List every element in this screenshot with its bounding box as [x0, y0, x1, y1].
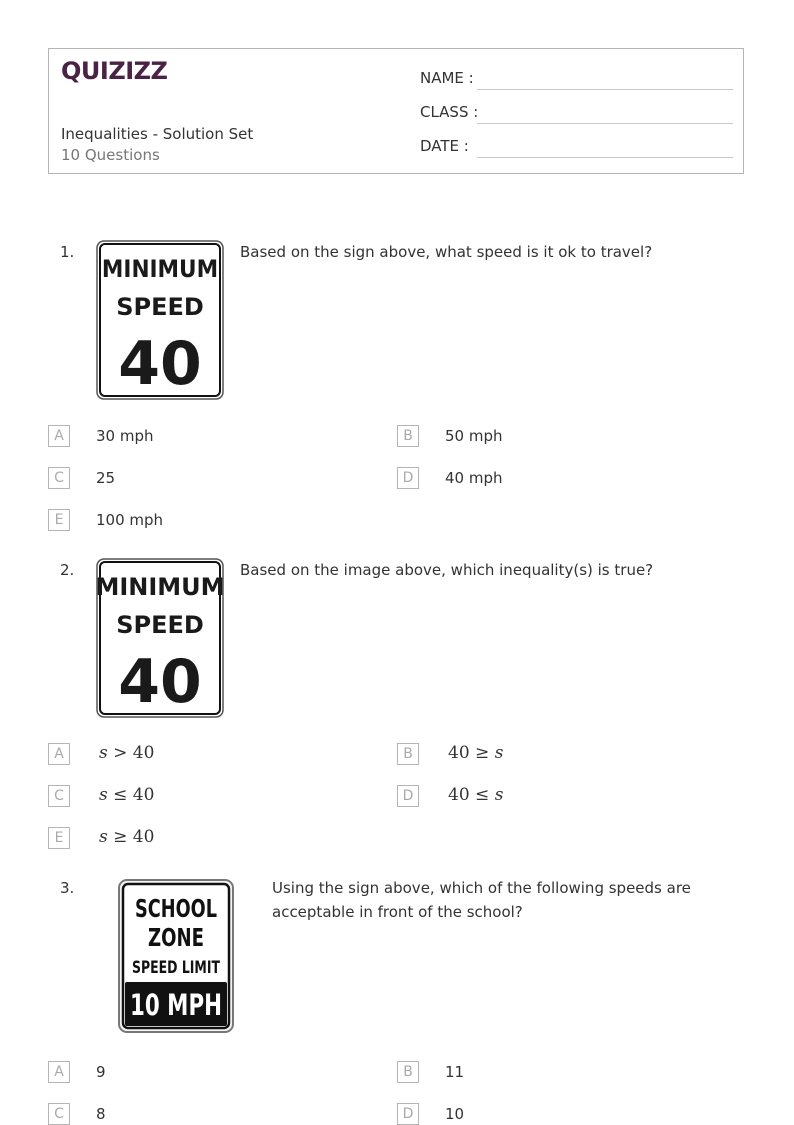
- date-label: DATE :: [420, 137, 469, 155]
- question-count: 10 Questions: [61, 146, 160, 164]
- question-text-line1: Using the sign above, which of the following speeds are: [272, 879, 691, 897]
- question-text: Based on the image above, which inequality(s) is true?: [240, 561, 654, 579]
- option-d-box[interactable]: D: [397, 1103, 419, 1125]
- option-d-text: 10: [445, 1105, 465, 1123]
- question-number: 1.: [60, 243, 75, 261]
- sign-text-line3: 40: [118, 647, 202, 717]
- option-e-box[interactable]: E: [48, 827, 70, 849]
- worksheet-title: Inequalities - Solution Set: [61, 125, 254, 143]
- sign-text-line3: SPEED LIMIT: [132, 958, 221, 978]
- option-d-math: 40 ≤ s: [448, 785, 504, 805]
- question-text: [272, 876, 691, 924]
- option-b-box[interactable]: B: [397, 425, 419, 447]
- option-e-text: 100 mph: [96, 511, 164, 529]
- question-text: Based on the sign above, what speed is it ok to travel?: [240, 243, 653, 261]
- sign-text-line1: MINIMUM: [101, 255, 219, 283]
- option-a-math: s > 40: [99, 743, 155, 763]
- minimum-speed-sign-image: [96, 558, 224, 718]
- quizizz-logo: QUIZIZZ: [61, 57, 168, 85]
- sign-text-line2: SPEED: [116, 293, 204, 321]
- class-field[interactable]: [477, 123, 733, 124]
- sign-text-line4: 10 MPH: [130, 988, 222, 1022]
- option-c-math: s ≤ 40: [99, 785, 155, 805]
- option-a-box[interactable]: A: [48, 1061, 70, 1083]
- sign-text-line3: 40: [118, 329, 202, 399]
- option-b-box[interactable]: B: [397, 743, 419, 765]
- question-text-line2: acceptable in front of the school?: [272, 903, 523, 921]
- date-field[interactable]: [477, 157, 733, 158]
- question-number: 2.: [60, 561, 75, 579]
- worksheet-header: [48, 48, 744, 174]
- sign-text-line1: MINIMUM: [95, 573, 225, 601]
- sign-text-line1: SCHOOL: [135, 894, 218, 923]
- name-label: NAME :: [420, 69, 474, 87]
- minimum-speed-sign-image: [96, 240, 224, 400]
- option-e-math: s ≥ 40: [99, 827, 155, 847]
- option-e-box[interactable]: E: [48, 509, 70, 531]
- option-a-text: 30 mph: [96, 427, 154, 445]
- class-label: CLASS :: [420, 103, 479, 121]
- option-c-text: 8: [96, 1105, 106, 1123]
- sign-text-line2: ZONE: [148, 923, 204, 952]
- option-a-box[interactable]: A: [48, 425, 70, 447]
- option-b-math: 40 ≥ s: [448, 743, 504, 763]
- option-d-box[interactable]: D: [397, 785, 419, 807]
- option-a-box[interactable]: A: [48, 743, 70, 765]
- option-b-box[interactable]: B: [397, 1061, 419, 1083]
- school-zone-sign-image: [118, 879, 234, 1033]
- option-c-box[interactable]: C: [48, 467, 70, 489]
- sign-text-line2: SPEED: [116, 611, 204, 639]
- option-b-text: 50 mph: [445, 427, 503, 445]
- option-d-box[interactable]: D: [397, 467, 419, 489]
- option-a-text: 9: [96, 1063, 106, 1081]
- name-field[interactable]: [477, 89, 733, 90]
- option-c-box[interactable]: C: [48, 785, 70, 807]
- option-b-text: 11: [445, 1063, 465, 1081]
- option-d-text: 40 mph: [445, 469, 503, 487]
- option-c-text: 25: [96, 469, 116, 487]
- question-number: 3.: [60, 879, 75, 897]
- option-c-box[interactable]: C: [48, 1103, 70, 1125]
